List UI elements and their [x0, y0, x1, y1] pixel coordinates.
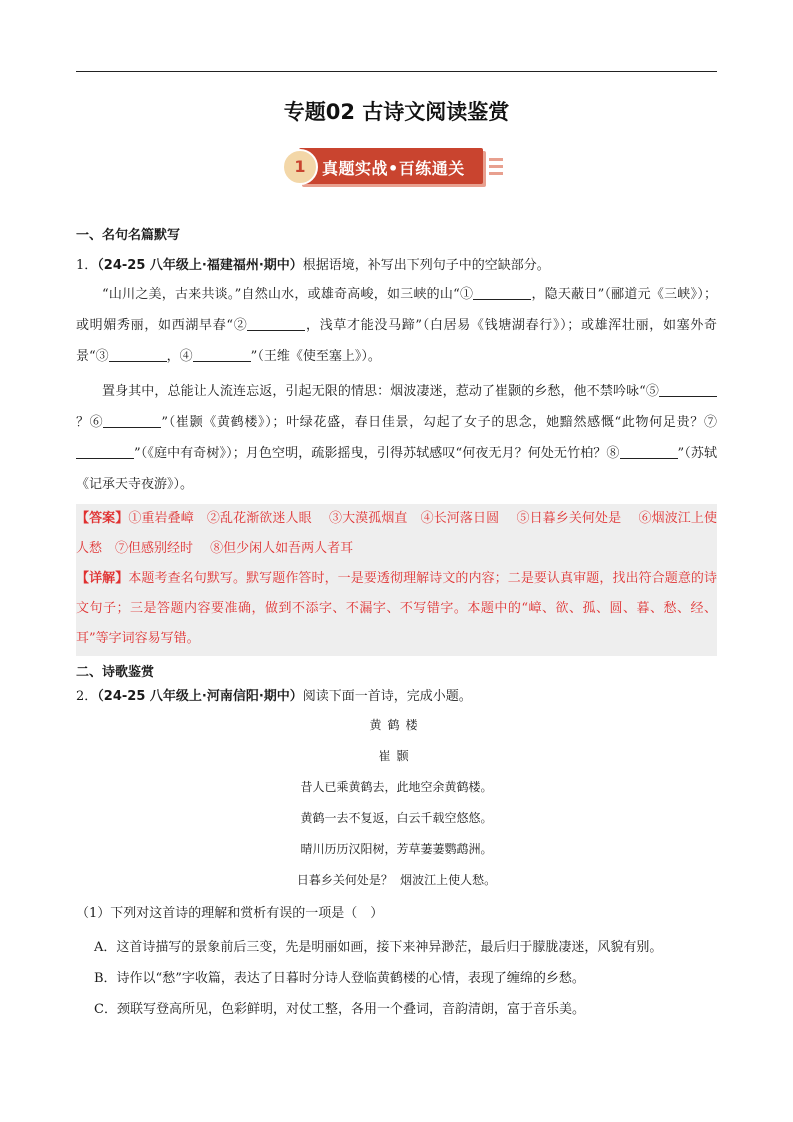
option-b[interactable]: B．诗作以“愁”字收篇，表达了日暮时分诗人登临黄鹤楼的心情，表现了缠绵的乡愁。: [94, 971, 585, 986]
sub-question-1-stem: （1）下列对这首诗的理解和赏析有误的一项是（ ）: [76, 906, 384, 921]
poem-line: 日暮乡关何处是？ 烟波江上使人愁。: [296, 873, 497, 887]
question-number: 1．: [76, 258, 98, 273]
detail-paragraph: [76, 564, 717, 654]
text-segment: ”（苏轼《记承天寺夜游》）。: [76, 446, 717, 492]
question-prompt: 根据语境，补写出下列句子中的空缺部分。: [302, 258, 550, 273]
question-1-paragraph-1: [76, 279, 717, 372]
poem-line: 晴川历历汉阳树，芳草萋萋鹦鹉洲。: [300, 842, 493, 856]
text-segment: ，浅草才能没马蹄”（白居易《钱塘湖春行》）；或雄浑壮丽，如塞外奇景“③: [76, 318, 717, 364]
section-heading-2: 二、诗歌鉴赏: [76, 665, 155, 680]
page-title: 专题02 古诗文阅读鉴赏: [283, 100, 510, 124]
question-2-header: [76, 686, 717, 708]
detail-tag: 【详解】: [76, 571, 129, 586]
option-c[interactable]: C．颈联写登高所见，色彩鲜明，对仗工整，各用一个叠词，音韵清朗，富于音乐美。: [94, 1002, 585, 1017]
text-segment: ”（王维《使至塞上》）。: [250, 349, 381, 364]
answer-text: ①重岩叠嶂 ②乱花渐欲迷人眼 ③大漠孤烟直 ④长河落日圆 ⑤日暮乡关何处是 ⑥烟波江上使人愁 ⑦但感别经时 ⑧但少闲人如吾两人者耳: [76, 511, 717, 556]
blank-5[interactable]: [659, 382, 717, 397]
question-1-paragraph-2: [76, 376, 717, 500]
answer-tag: 【答案】: [76, 511, 129, 526]
text-segment: ”（《庭中有奇树》）；月色空明，疏影摇曳，引得苏轼感叹“何夜无月？何处无竹柏？⑧: [134, 446, 620, 461]
answer-box: [76, 504, 717, 656]
answer-paragraph: [76, 504, 717, 564]
question-source: （24-25 八年级上·福建福州·期中）: [97, 258, 303, 273]
section-heading-1: 一、名句名篇默写: [76, 228, 181, 243]
document-body: [76, 225, 717, 1025]
banner-label: 真题实战•百练通关: [322, 159, 465, 178]
text-segment: 置身其中，总能让人流连忘返，引起无限的情思：烟波凄迷，惹动了崔颢的乡愁，他不禁吟咏“⑤: [102, 384, 659, 399]
blank-4[interactable]: [193, 347, 251, 362]
question-1-header: [76, 255, 717, 277]
poem-title: 黄鹤楼: [369, 718, 424, 732]
text-segment: “山川之美，古来共谈。”自然山水，或雄奇高峻，如三峡的山“①: [102, 287, 474, 302]
text-segment: ”（崔颢《黄鹤楼》）；叶绿花盛，春日佳景，勾起了女子的思念，她黯然感慨“此物何足贵？⑦: [161, 415, 717, 430]
banner-number: 1: [282, 149, 318, 185]
blank-8[interactable]: [620, 444, 678, 459]
question-source: （24-25 八年级上·河南信阳·期中）: [97, 689, 303, 704]
poem: [76, 710, 717, 896]
poem-line: 黄鹤一去不复返，白云千载空悠悠。: [300, 811, 493, 825]
text-segment: ？⑥: [76, 415, 104, 430]
section-banner: [282, 148, 514, 186]
blank-7[interactable]: [76, 444, 134, 459]
poem-author: 崔颢: [378, 749, 415, 763]
blank-6[interactable]: [103, 413, 161, 428]
header-rule: [76, 71, 717, 72]
text-segment: ，隐天蔽日”（郦道元《三峡》）；或明媚秀丽，如西湖早春“②: [76, 287, 717, 333]
banner-stripes-icon: [489, 158, 503, 179]
blank-3[interactable]: [109, 347, 167, 362]
question-prompt: 阅读下面一首诗，完成小题。: [302, 689, 472, 704]
question-number: 2．: [76, 689, 98, 704]
poem-line: 昔人已乘黄鹤去，此地空余黄鹤楼。: [300, 780, 493, 794]
blank-1[interactable]: [473, 285, 531, 300]
detail-text: 本题考查名句默写。默写题作答时，一是要透彻理解诗文的内容；二是要认真审题，找出符合题意的诗文句子；三是答题内容要准确，做到不添字、不漏字、不写错字。本题中的“嶂、欲、孤、圆、暮、愁、经、耳”等字词容易写错。: [76, 571, 717, 646]
blank-2[interactable]: [247, 316, 305, 331]
text-segment: ，④: [166, 349, 193, 364]
option-a[interactable]: A．这首诗描写的景象前后三变，先是明丽如画，接下来神异渺茫，最后归于朦胧凄迷，风貌有别。: [94, 940, 663, 955]
